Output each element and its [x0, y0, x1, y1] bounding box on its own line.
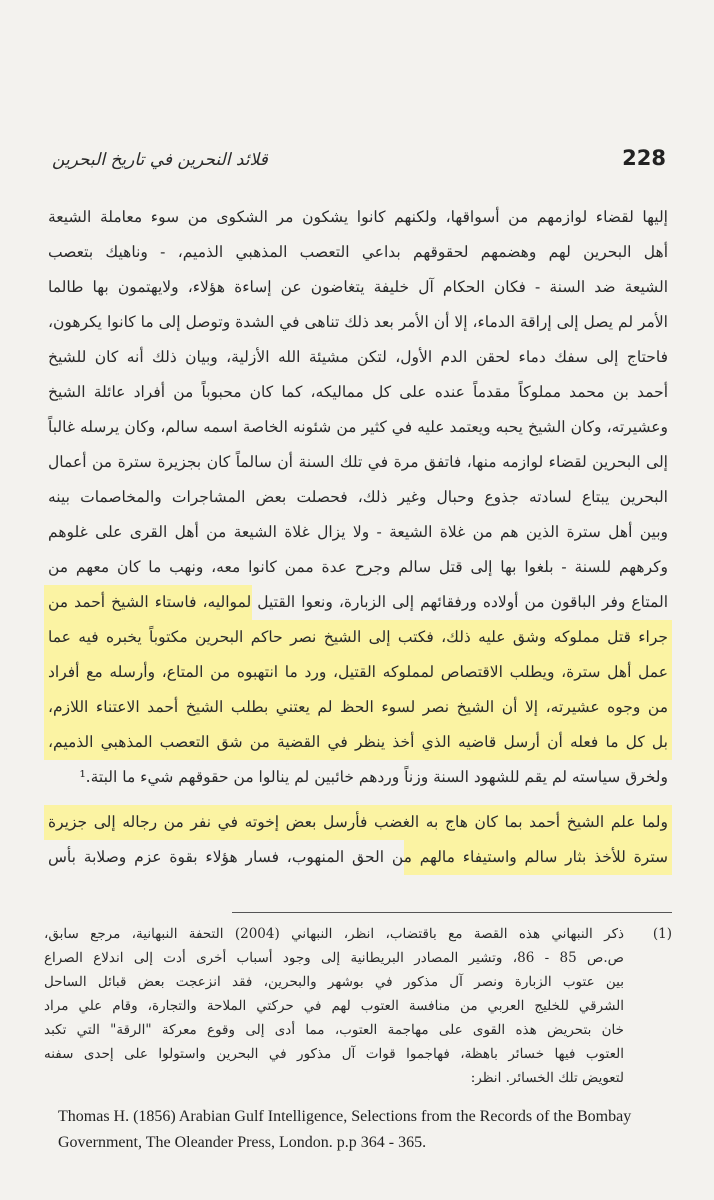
highlighted-text-line: بل كل ما فعله أن أرسل قاضيه الذي أخذ ينظر في القضية من شق التعصب المذهبي الذميم،: [44, 725, 672, 760]
text-line: الشيعة ضد السنة - فكان الحكام آل خليفة يتغاضون عن إساءة هؤلاء، ولايهتمون بها طالما: [48, 278, 668, 296]
footnote-line: [44, 922, 672, 946]
running-header-title: قلائد النحرين في تاريخ البحرين: [52, 150, 268, 170]
text-line: إلى البحرين لقضاء لوازمه منها، فاتفق مرة في تلك السنة أن سالماً كان بجزيرة سترة من أعمال: [48, 453, 668, 471]
text-line: وكرههم للسنة - بلغوا بها إلى قتل سالم وجرح عدة ممن كانوا معه، ونهب ما كان معهم من: [48, 558, 668, 576]
text-line: إليها لقضاء لوازمهم من أسواقها، ولكنهم كانوا يشكون مر الشكوى من سوء معاملة الشيعة: [48, 208, 668, 226]
highlighted-text-line: من وجوه عشيرته، إلا أن الشيخ نصر لسوء الحظ لم يعتني بطلب الشيخ أحمد الاعتناء اللازم،: [44, 690, 672, 725]
highlighted-text-line: سترة للأخذ بثار سالم واستيفاء مالهم من الحق المنهوب، فسار هؤلاء بقوة عزم وصلابة بأس: [44, 840, 672, 875]
english-reference: Thomas H. (1856) Arabian Gulf Intelligence, Selections from the Records of the Bombay Government, The Oleander Press, London. p.p 364 - 365.: [58, 1108, 632, 1151]
body-text: [44, 200, 672, 875]
text-line: وبين أهل سترة الذين هم من غلاة الشيعة - ولا يزال غلاة الشيعة من أهل القرى على غلوهم: [48, 523, 668, 541]
footnote-line: الشرقي للخليج العربي من منافسة العتوب لهم في حركتي الملاحة والتجارة، وقام علي مراد: [44, 998, 624, 1014]
footnote-line: ص.ص 85 - 86، وتشير المصادر البريطانية إلى وجود أسباب أخرى أدت إلى اندلاع الصراع: [44, 950, 624, 966]
highlighted-text-line: ولما علم الشيخ أحمد بما كان هاج به الغضب فأرسل بعض إخوته في نفر من رجاله إلى جزيرة: [44, 805, 672, 840]
page-number: 228: [622, 146, 666, 170]
paragraph-gap: [44, 795, 672, 805]
footnote-text: ذكر النبهاني هذه القصة مع باقتضاب، انظر، النبهاني (2004) التحفة النبهانية، مرجع سابق،: [44, 926, 625, 942]
text-line: وعشيرته، وكان الشيخ يحبه ويعتمد عليه في كثير من شئونه الخاصة اسمه سالم، وكان يرسله غالباً: [48, 418, 668, 436]
text-line: ولخرق سياسته لم يقم للشهود السنة وزناً وردهم خائبين لم ينالوا من حقوقهم شيء ما البتة.¹: [79, 768, 668, 786]
footnote-number: (1): [652, 926, 672, 942]
text-line: أهل البحرين لهم وهضمهم لحقوقهم بداعي التعصب المذهبي الذميم، - وناهيك بتعصب: [48, 243, 668, 261]
highlighted-text-line: عمل أهل سترة، ويطلب الاقتصاص لمملوكه القتيل، ورد ما انتهبوه من المتاع، وأرسله مع أفراد: [44, 655, 672, 690]
text-line: الأمر لم يصل إلى إراقة الدماء، إلا أن الأمر بعد ذلك تناهى في الشدة وتوصل إلى ما كانوا يكرهون،: [48, 313, 668, 331]
footnote-line: العتوب فيها خسائر باهظة، فهاجموا قوات آل مذكور في البحرين واستولوا على إحدى سفنه: [44, 1046, 624, 1062]
footnote: [44, 922, 672, 1090]
footnote-line: خان بتحريض هذه القوى على مهاجمة العتوب، مما أدى إلى وقوع معركة "الرقة" التي تكبد: [44, 1022, 624, 1038]
text-line: فاحتاج إلى سفك دماء لحقن الدم الأول، لتكن مشيئة الله الأزلية، وبيان ذلك أنه كان للشيخ: [48, 348, 668, 366]
footnote-divider: [232, 912, 672, 913]
footnote-line: لتعويض تلك الخسائر. انظر:: [470, 1070, 624, 1086]
highlighted-text-line: المتاع وفر الباقون من أولاده ورفقائهم إلى الزبارة، ونعوا القتيل لمواليه، فاستاء الشيخ أحمد من: [44, 585, 672, 620]
text-line: البحرين يبتاع لسادته جذوع وحبال وغير ذلك، فحصلت بعض المشاجرات والمخاصمات بينه: [48, 488, 668, 506]
footnote-line: بين عتوب الزبارة ونصر آل مذكور في بوشهر والبحرين، فقد انزعجت بعض قبائل الساحل: [44, 974, 624, 990]
text-line: أحمد بن محمد مملوكاً مقدماً عنده على كل مماليكه، كما كان محبوباً من أفراد عائلة الشيخ: [48, 383, 668, 401]
highlighted-text-line: جراء قتل مملوكه وشق عليه ذلك، فكتب إلى الشيخ نصر حاكم البحرين مكتوباً يخبره فيه عما: [44, 620, 672, 655]
